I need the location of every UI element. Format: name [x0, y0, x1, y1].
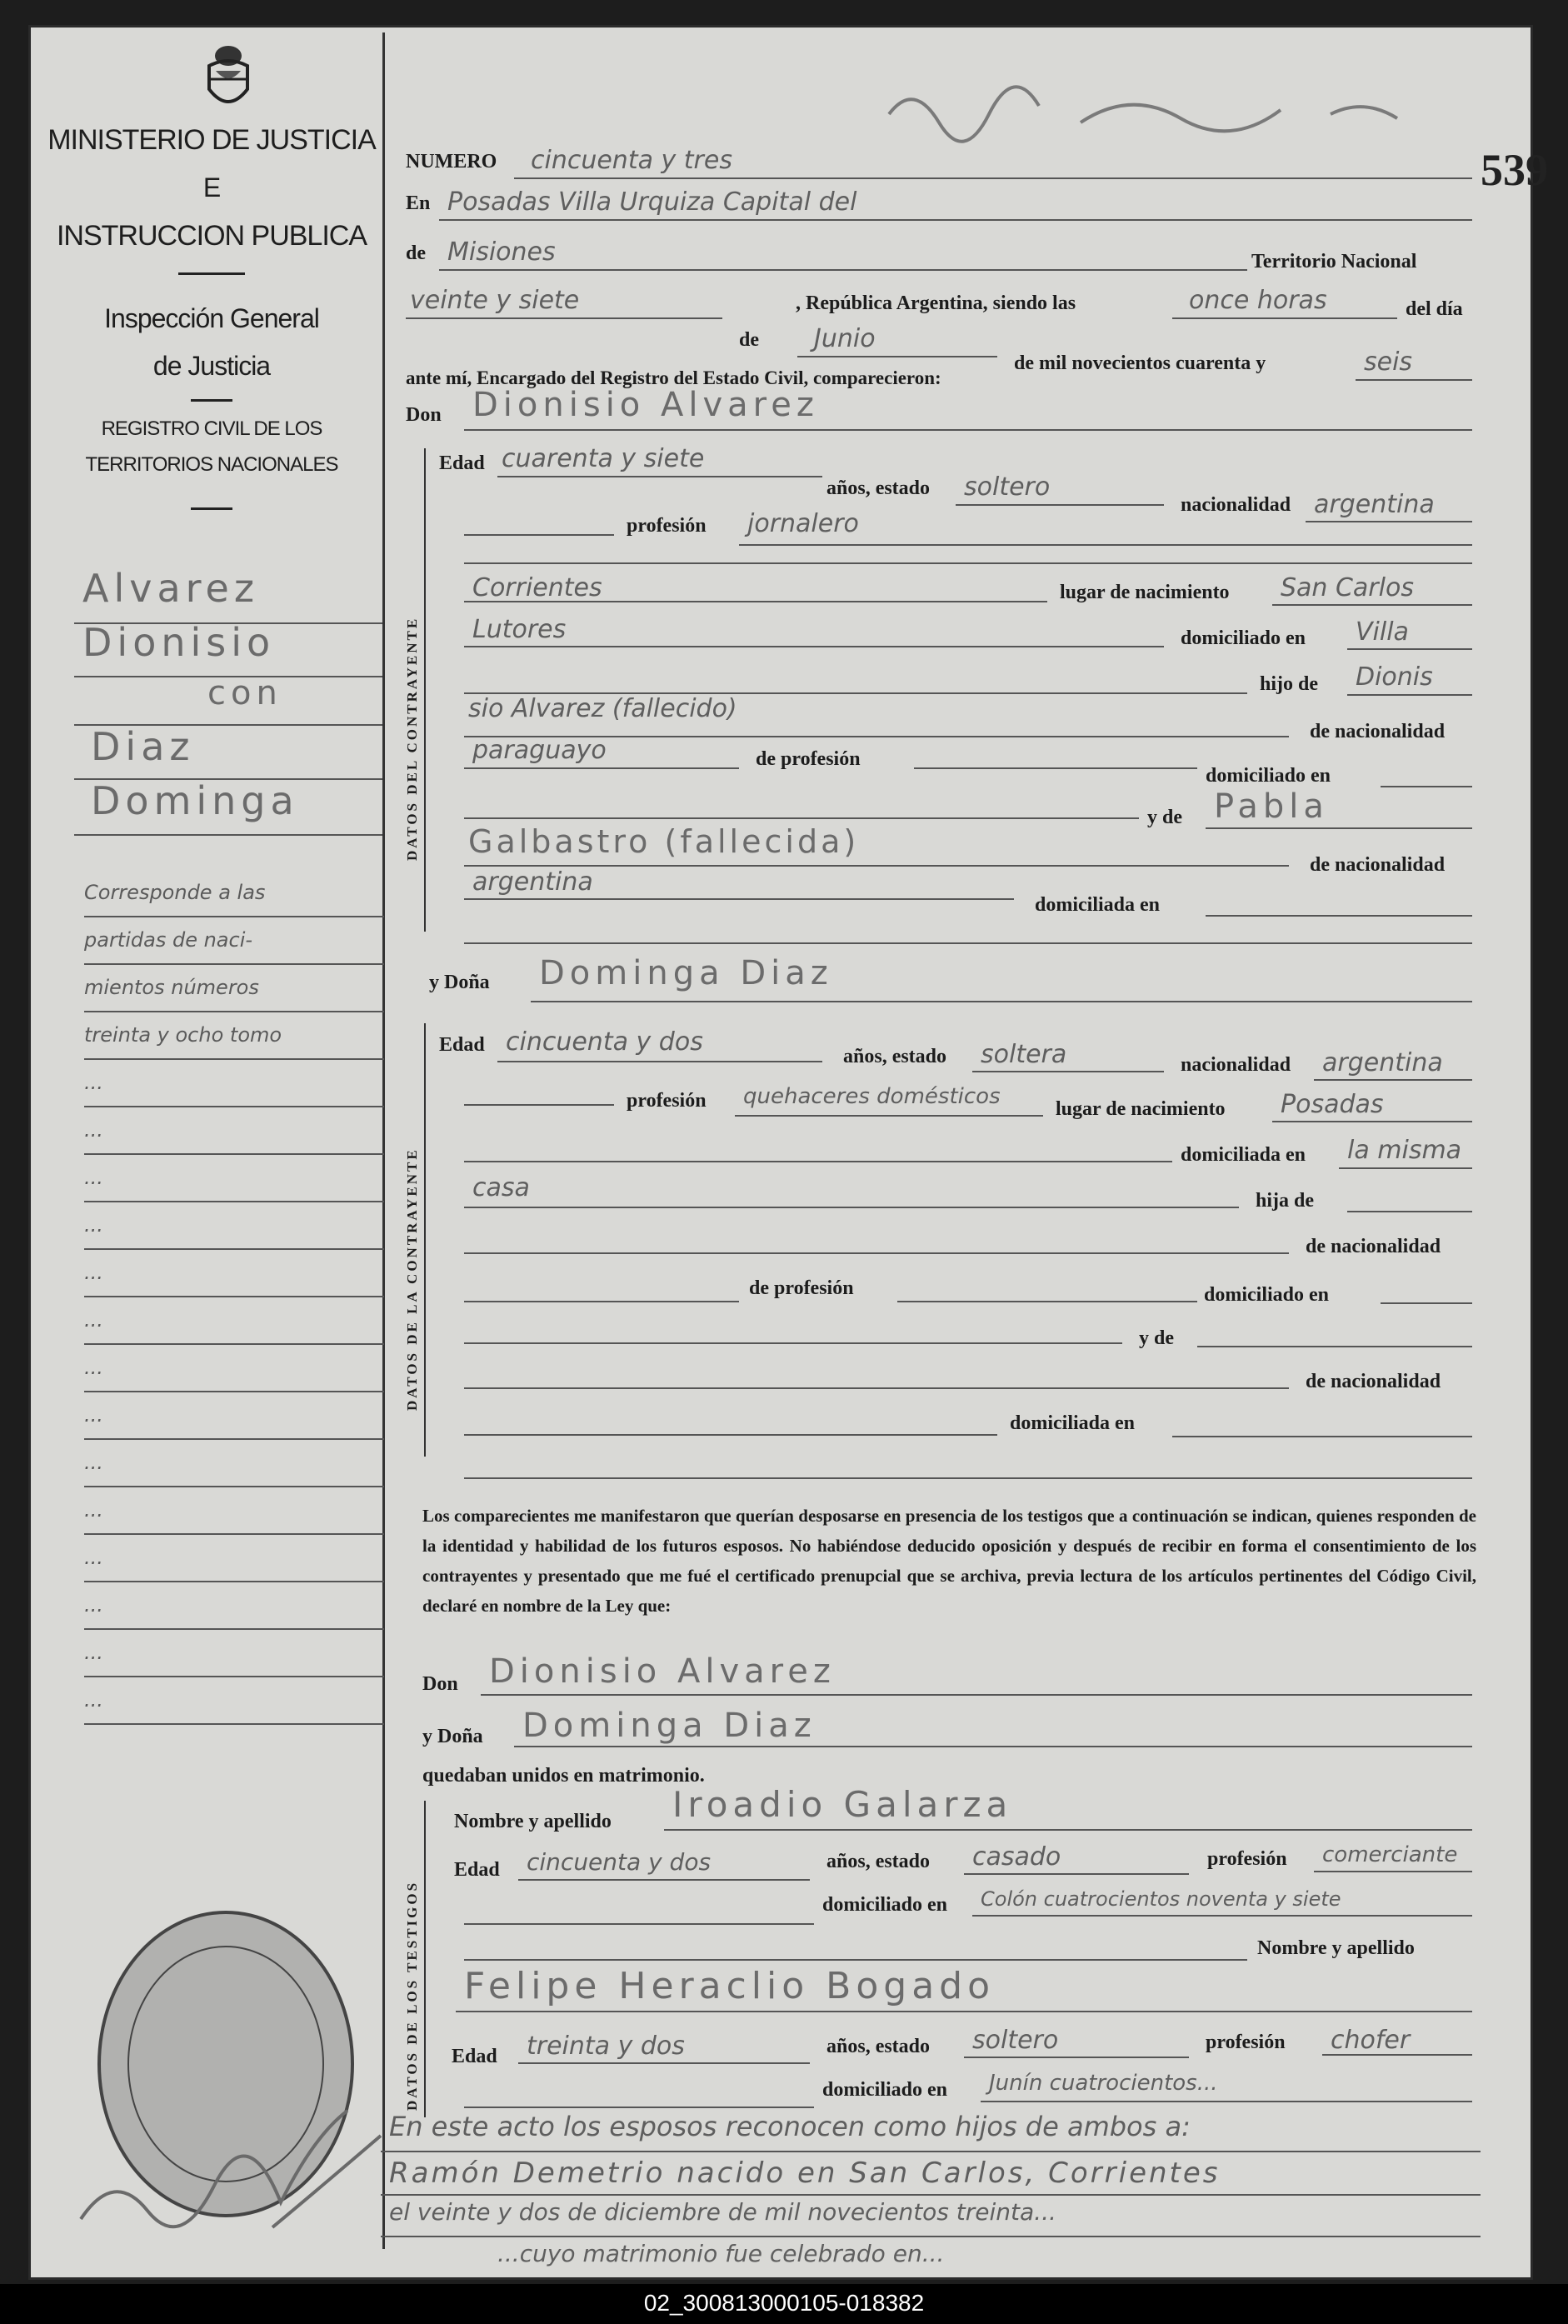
hora-value: once horas [1189, 286, 1327, 315]
ministry-line3: INSTRUCCION PUBLICA [56, 220, 367, 252]
margin-note-line: ... [84, 1630, 384, 1677]
quedaban-label: quedaban unidos en matrimonio. [422, 1765, 705, 1787]
hijo-label: hijo de [1260, 673, 1319, 695]
footer-note-line2: Ramón Demetrio nacido en San Carlos, Corrientes [389, 2157, 1221, 2190]
padre-nacionalidad: paraguayo [472, 736, 607, 765]
margin-surname1: Alvarez [82, 566, 260, 611]
form-line [464, 1207, 1239, 1208]
dona-value: Dominga Diaz [539, 954, 833, 992]
de-profesion-label: de profesión [756, 748, 861, 770]
ministry-line2: E [202, 172, 221, 202]
form-line [531, 1001, 1472, 1002]
padre-value-2: sio Alvarez (fallecido) [468, 694, 737, 723]
margin-note-line: ... [84, 1440, 384, 1487]
margin-note-line: Corresponde a las [84, 870, 384, 917]
section-bracket [424, 1801, 426, 2117]
ante-label: ante mí, Encargado del Registro del Estado Civil, comparecieron: [406, 367, 941, 388]
form-line [1356, 379, 1472, 381]
form-line [464, 1923, 814, 1925]
form-line [497, 1061, 822, 1062]
form-line [456, 2011, 1472, 2012]
margin-note-line: ... [84, 1155, 384, 1202]
margin-note-line: treinta y ocho tomo [84, 1012, 384, 1060]
t1-profesion-value: comerciante [1322, 1842, 1458, 1867]
t1-domiciliado-label: domiciliado en [822, 1894, 948, 1916]
form-line [1272, 604, 1472, 606]
lugar-value-f: Posadas [1281, 1090, 1384, 1119]
form-line [464, 1342, 1122, 1344]
margin-surname2: Diaz [91, 724, 195, 769]
form-line [972, 1915, 1472, 1917]
dona-label: y Doña [429, 972, 490, 993]
de-label: de [406, 242, 426, 264]
edad-value: cuarenta y siete [502, 444, 705, 473]
coat-of-arms-icon [199, 37, 257, 114]
nacionalidad-value-f: argentina [1322, 1048, 1443, 1077]
form-line [439, 269, 1247, 271]
domiciliada-en-label-f: domiciliada en [1010, 1412, 1136, 1434]
margin-note-line: ... [84, 1297, 384, 1345]
domiciliado-label: domiciliado en [1181, 627, 1306, 649]
divider [178, 272, 245, 275]
margin-note-line: ... [84, 1535, 384, 1582]
margin-note-line: ... [84, 1582, 384, 1630]
domiciliado-en-label-f: domiciliado en [1204, 1284, 1330, 1306]
anos-label-f: años, estado [843, 1046, 947, 1067]
form-line [518, 2062, 810, 2064]
mil-label: de mil novecientos cuarenta y [1014, 352, 1266, 374]
t2-edad-value: treinta y dos [527, 2032, 685, 2061]
form-line [464, 646, 1164, 647]
form-line [464, 2107, 814, 2108]
form-line [464, 1301, 739, 1302]
form-line [914, 767, 1197, 769]
form-line [464, 601, 1047, 602]
form-line [1306, 521, 1472, 522]
t1-domicilio-value: Colón cuatrocientos noventa y siete [981, 1887, 1341, 1911]
section-bracket [424, 1023, 426, 1457]
dia-value: veinte y siete [410, 286, 580, 315]
domiciliado-en-label: domiciliado en [1206, 765, 1331, 787]
section-label-contrayente-f: DATOS DE LA CONTRAYENTE [404, 1147, 420, 1411]
de-label-2: de [739, 329, 759, 351]
padre-value-1: Dionis [1356, 662, 1433, 692]
margin-note-line: mientos números [84, 965, 384, 1012]
t2-edad-label: Edad [452, 2046, 497, 2067]
mes-value: Junio [814, 324, 876, 353]
form-line [797, 356, 997, 357]
page-number: 539 [1481, 145, 1548, 195]
anos-label: años, estado [826, 477, 931, 499]
margin-note-line: ... [84, 1487, 384, 1535]
lugar-label-f: lugar de nacimiento [1056, 1098, 1226, 1120]
form-line [1206, 915, 1472, 917]
registry-line2: TERRITORIOS NACIONALES [85, 453, 338, 476]
form-line [972, 1071, 1164, 1072]
form-line [1314, 1871, 1472, 1872]
madre-value-1: Pabla [1214, 787, 1329, 826]
decl-dona-label: y Doña [422, 1726, 483, 1747]
declaration-text: Los comparecientes me manifestaron que querían desposarse en presencia de los testigos que a continuación se indican, quienes responden de la identidad y habilidad de los futuros esposos. No habiéndose deducido oposición y después de recibir en forma el consentimiento de los contrayentes y presentado que me fué el certificado prenupcial que se archiva, previa lectura de los artículos pertinentes del Código Civil, declaré en nombre de la Ley que: [422, 1506, 1476, 1616]
form-line [381, 2151, 1481, 2152]
margin-note-line: ... [84, 1107, 384, 1155]
t2-estado-value: soltero [972, 2026, 1059, 2055]
profesion-label: profesión [627, 515, 707, 537]
inspection-line2: de Justicia [152, 351, 271, 381]
file-code: 02_300813000105-018382 [643, 2290, 925, 2316]
decl-don-label: Don [422, 1673, 458, 1695]
form-line [464, 1434, 997, 1436]
y-de-label: y de [1147, 807, 1182, 828]
en-value: Posadas Villa Urquiza Capital del [447, 187, 857, 217]
form-line [497, 476, 822, 477]
form-line [514, 177, 1472, 179]
margin-note-line: partidas de naci- [84, 917, 384, 965]
t2-domiciliado-label: domiciliado en [822, 2079, 948, 2101]
profesion-value-f: quehaceres domésticos [743, 1084, 1001, 1109]
footer-note-line1: En este acto los esposos reconocen como hijos de ambos a: [389, 2111, 1191, 2142]
form-line [1314, 1079, 1472, 1081]
form-line [464, 817, 1139, 819]
lugar-value-1: San Carlos [1281, 573, 1414, 602]
form-line [1172, 1436, 1472, 1437]
de-nacionalidad-label-f2: de nacionalidad [1306, 1371, 1441, 1392]
domiciliado-value-1: Villa [1356, 617, 1409, 647]
hija-label: hija de [1256, 1190, 1315, 1212]
numero-label: NUMERO [406, 151, 497, 172]
domiciliada-label-f: domiciliada en [1181, 1144, 1306, 1166]
form-line [1322, 2054, 1472, 2056]
t1-nombre-label: Nombre y apellido [454, 1811, 612, 1832]
numero-value: cincuenta y tres [531, 146, 732, 175]
t1-nombre-value: Iroadio Galarza [672, 1784, 1013, 1825]
form-line [964, 1873, 1189, 1875]
t1-edad-value: cincuenta y dos [527, 1848, 712, 1876]
de-profesion-label-f: de profesión [749, 1277, 854, 1299]
anio-value: seis [1364, 347, 1413, 377]
de-nacionalidad-label: de nacionalidad [1310, 721, 1446, 742]
margin-note [84, 870, 384, 1725]
section-bracket [424, 448, 426, 932]
form-line [481, 1694, 1472, 1696]
margin-note-line: ... [84, 1250, 384, 1297]
territorio-label: Territorio Nacional [1251, 251, 1417, 272]
form-line [464, 1161, 1172, 1162]
form-line [518, 1879, 810, 1881]
estado-value-f: soltera [981, 1040, 1067, 1069]
inspection-line1: Inspección General [104, 303, 319, 333]
margin-name1: Dionisio [82, 620, 276, 665]
del-dia-label: del día [1406, 298, 1463, 320]
don-value: Dionisio Alvarez [472, 386, 819, 424]
form-line [956, 504, 1164, 506]
edad-label: Edad [439, 452, 485, 474]
domiciliada-value-f2: casa [472, 1173, 530, 1202]
en-label: En [406, 192, 431, 214]
form-line [1339, 1167, 1472, 1169]
form-line [735, 1115, 1043, 1117]
domiciliado-value-2: Lutores [472, 615, 567, 644]
de-nacionalidad-label-2: de nacionalidad [1310, 854, 1446, 876]
form-line [964, 2057, 1189, 2058]
domiciliada-label: domiciliada en [1035, 894, 1161, 916]
registrar-signature [64, 2086, 414, 2252]
t2-nombre-label: Nombre y apellido [1257, 1937, 1415, 1959]
madre-nacionalidad: argentina [472, 867, 593, 897]
margin-line [74, 834, 382, 836]
nacionalidad-label-f: nacionalidad [1181, 1054, 1291, 1076]
divider [191, 399, 232, 402]
form-line [981, 2101, 1472, 2102]
t2-domicilio-value: Junín cuatrocientos... [989, 2071, 1218, 2096]
y-de-label-f: y de [1139, 1327, 1174, 1349]
t1-edad-label: Edad [454, 1859, 500, 1881]
form-line [439, 219, 1472, 221]
form-line [1172, 317, 1397, 319]
form-line [664, 1829, 1472, 1831]
decl-dona-value: Dominga Diaz [522, 1707, 816, 1745]
domiciliada-value-f1: la misma [1347, 1136, 1462, 1165]
form-line [1272, 1121, 1472, 1122]
footer-note-line4: ...cuyo matrimonio fue celebrado en... [497, 2240, 945, 2267]
footer-note-line3: el veinte y dos de diciembre de mil novecientos treinta... [389, 2198, 1056, 2226]
margin-note-line: ... [84, 1060, 384, 1107]
form-line [514, 1746, 1472, 1747]
form-line [1206, 827, 1472, 829]
margin-note-line: ... [84, 1677, 384, 1725]
t2-profesion-label: profesión [1206, 2032, 1286, 2053]
section-label-contrayente: DATOS DEL CONTRAYENTE [404, 616, 420, 861]
nacionalidad-value: argentina [1314, 490, 1435, 519]
registry-line1: REGISTRO CIVIL DE LOS [101, 417, 322, 440]
form-line [464, 1387, 1289, 1389]
t1-profesion-label: profesión [1207, 1848, 1287, 1870]
lugar-label: lugar de nacimiento [1060, 582, 1230, 603]
lugar-value-2: Corrientes [472, 573, 602, 602]
form-line [464, 562, 1472, 564]
divider [191, 507, 232, 510]
t1-anos-label: años, estado [826, 1851, 931, 1872]
form-line [464, 767, 739, 769]
margin-note-line: ... [84, 1202, 384, 1250]
margin-note-line: ... [84, 1345, 384, 1392]
certificate-page [28, 25, 1548, 2280]
don-label: Don [406, 404, 442, 426]
form-line [464, 898, 1014, 900]
form-line [464, 534, 614, 536]
form-line [464, 1477, 1472, 1479]
republica-label: , República Argentina, siendo las [796, 292, 1076, 314]
form-line [464, 865, 1289, 867]
t2-nombre-value: Felipe Heraclio Bogado [464, 1965, 996, 2007]
form-line [406, 317, 722, 319]
signature-scribble [881, 81, 1464, 147]
estado-value: soltero [964, 472, 1051, 502]
form-line [1347, 1211, 1472, 1212]
section-label-testigos: DATOS DE LOS TESTIGOS [404, 1880, 420, 2111]
form-line [1347, 648, 1472, 650]
form-line [739, 544, 1472, 546]
form-line [1197, 1346, 1472, 1347]
margin-name2: Dominga [91, 778, 299, 823]
edad-label-f: Edad [439, 1034, 485, 1056]
madre-value-2: Galbastro (fallecida) [468, 823, 860, 860]
form-line [897, 1301, 1197, 1302]
form-line [464, 942, 1472, 944]
form-line [1347, 694, 1472, 696]
form-line [464, 1104, 614, 1106]
edad-value-f: cincuenta y dos [506, 1027, 703, 1057]
form-line [464, 1252, 1289, 1254]
t2-anos-label: años, estado [826, 2036, 931, 2057]
profesion-label-f: profesión [627, 1090, 707, 1112]
margin-connector: con [207, 674, 282, 712]
form-line [381, 2194, 1481, 2196]
nacionalidad-label: nacionalidad [1181, 494, 1291, 516]
t1-estado-value: casado [972, 1842, 1061, 1872]
profesion-value: jornalero [747, 509, 859, 538]
de-value: Misiones [447, 237, 556, 267]
t2-profesion-value: chofer [1331, 2026, 1411, 2055]
form-line [1381, 786, 1472, 787]
margin-note-line: ... [84, 1392, 384, 1440]
form-line [464, 429, 1472, 431]
form-line [381, 2236, 1481, 2237]
form-line [1381, 1302, 1472, 1304]
decl-don-value: Dionisio Alvarez [489, 1652, 836, 1691]
de-nacionalidad-label-f: de nacionalidad [1306, 1236, 1441, 1257]
form-line [464, 1959, 1247, 1961]
ministry-line1: MINISTERIO DE JUSTICIA [47, 124, 376, 156]
